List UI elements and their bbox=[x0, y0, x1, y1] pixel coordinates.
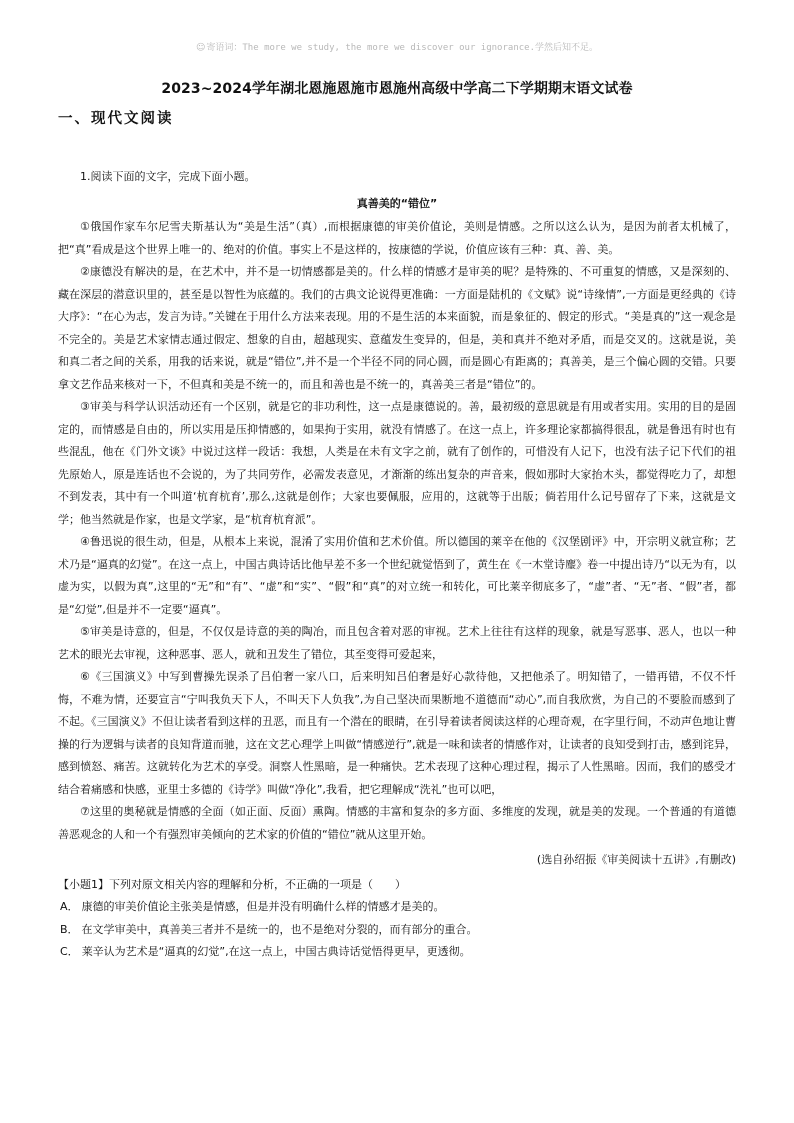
passage-paragraph: ①俄国作家车尔尼雪夫斯基认为“美是生活”（真）,而根据康德的审美价值论，美则是情感。之所以这么认为，是因为前者太机械了，把“真”看成是这个世界上唯一的、绝对的价值。事实上不是这样的，按康德的学说，价值应该有三种：真、善、美。 bbox=[58, 220, 736, 256]
motto-text: 寄语词：The more we study, the more we discover our ignorance.学然后知不足。 bbox=[206, 43, 598, 53]
page-title: 2023~2024学年湖北恩施恩施市恩施州高级中学高二下学期期末语文试卷 bbox=[161, 81, 633, 97]
passage-paragraph: ⑥《三国演义》中写到曹操先误杀了吕伯奢一家八口，后来明知吕伯奢是好心款待他，又把他杀了。明知错了，一错再错，不仅不忏悔，不难为情，还要宣言“宁叫我负天下人，不叫天下人负我”,为自己坚决而果断地不道德而“动心”,而自我欣赏，为自己的不要脸而感到了不起。《三国演义》不但让读者看到这样的丑恶，而且有一个潜在的眼睛，在引导着读者阅读这样的心理奇观，在字里行间，不动声色地让曹操的行为逻辑与读者的良知背道而驰，这在文艺心理学上叫做“情感逆行”,就是一味和读者的情感作对，让读者的良知受到打击，感到诧异，感到愤怒、痛苦。这就转化为艺术的享受。洞察人性黑暗，是一种痛快。艺术表现了这种心理过程，揭示了人性黑暗。因而，我们的感受才结合着痛感和快感，亚里士多德的《诗学》叫做“净化”,我看，把它理解成“洗礼”也可以吧， bbox=[58, 670, 736, 796]
exam-content bbox=[58, 166, 736, 964]
question-instruction: 1.阅读下面的文字，完成下面小题。 bbox=[80, 170, 256, 183]
passage-source: (选自孙绍振《审美阅读十五讲》,有删改) bbox=[536, 853, 736, 866]
passage-paragraph: ③审美与科学认识活动还有一个区别，就是它的非功利性，这一点是康德说的。善，最初级的意思就是有用或者实用。实用的目的是固定的，而情感是自由的，所以实用是压抑情感的，如果拘于实用，就没有情感了。在这一点上，许多理论家都搞得很乱，就是鲁迅有时也有些混乱，他在《门外文谈》中说过这样一段话：我想，人类是在未有文字之前，就有了创作的，可惜没有人记下，也没有法子记下代们的祖先原始人，原是连话也不会说的，为了共同劳作，必需发表意见，才渐渐的练出复杂的声音来，假如那时大家抬木头，都觉得吃力了，却想不到发表，其中有一个叫道‘杭育杭育’,那么,这就是创作；大家也要佩服，应用的，这就等于出版；倘若用什么记号留存了下来，这就是文学；他当然就是作家，也是文学家，是“杭育杭育派”。 bbox=[58, 400, 736, 526]
answer-option-b bbox=[58, 919, 736, 942]
option-letter: C． bbox=[60, 945, 79, 958]
passage-paragraph: ⑦这里的奥秘就是情感的全面（如正面、反面）熏陶。情感的丰富和复杂的多方面、多维度的发现，就是美的发现。一个普通的有道德善恶观念的人和一个有强烈审美倾向的艺术家的价值的“错位”就从这里开始。 bbox=[58, 805, 736, 841]
answer-option-c bbox=[58, 941, 736, 964]
smile-icon: ☺ bbox=[196, 43, 206, 53]
motto-watermark bbox=[0, 40, 794, 53]
option-text: 莱辛认为艺术是“逼真的幻觉”,在这一点上，中国古典诗话觉悟得更早，更透彻。 bbox=[81, 945, 471, 958]
passage-paragraph: ④鲁迅说的很生动，但是，从根本上来说，混淆了实用价值和艺术价值。所以德国的莱辛在他的《汉堡剧评》中，开宗明义就宣称；艺术乃是“逼真的幻觉”。在这一点上，中国古典诗话比他早差不多一个世纪就觉悟到了，黄生在《一木堂诗麈》卷一中提出诗乃“以无为有，以虚为实，以假为真”,这里的“无”和“有”、“虚”和“实”、“假”和“真”的对立统一和转化，可比莱辛彻底多了，“虚”者、“无”者、“假”者，都是“幻觉”,但是并不一定要“逼真”。 bbox=[58, 535, 736, 616]
answer-option-a bbox=[58, 896, 736, 919]
question-stem: 【小题1】下列对原文相关内容的理解和分析，不正确的一项是（ ） bbox=[58, 877, 406, 891]
option-letter: A． bbox=[60, 900, 79, 913]
option-text: 康德的审美价值论主张美是情感，但是并没有明确什么样的情感才是美的。 bbox=[81, 900, 445, 913]
option-text: 在文学审美中，真善美三者并不是统一的，也不是绝对分裂的，而有部分的重合。 bbox=[81, 922, 478, 936]
passage-title: 真善美的“错位” bbox=[356, 196, 438, 210]
section-heading: 一、现代文阅读 bbox=[58, 111, 174, 127]
option-letter: B． bbox=[60, 922, 79, 936]
passage-paragraph: ②康德没有解决的是，在艺术中，并不是一切情感都是美的。什么样的情感才是审美的呢？是特殊的、不可重复的情感，又是深刻的、藏在深层的潜意识里的，甚至是以智性为底蕴的。我们的古典文论说得更准确：一方面是陆机的《文赋》说“诗缘情”,一方面是更经典的《诗大序》：“在心为志，发言为诗。”关键在于用什么方法来表现。用的不是生活的本来面貌，而是象征的、假定的形式。“美是真的”这一观念是不完全的。美是艺术家情志通过假定、想象的自由，超越现实、意蕴发生变异的，但是，美和真并不绝对矛盾，而是交叉的。这就是说，美和真二者之间的关系，用我的话来说，就是“错位”,并不是一个半径不同的同心圆，而是圆心有距离的；真善美，是三个偏心圆的交错。只要拿文艺作品来核对一下，不但真和美是不统一的，而且和善也是不统一的，真善美三者是“错位”的。 bbox=[58, 265, 736, 391]
passage-paragraph: ⑤审美是诗意的，但是，不仅仅是诗意的美的陶冶，而且包含着对恶的审视。艺术上往往有这样的现象，就是写恶事、恶人，也以一种艺术的眼光去审视，这种恶事、恶人，就和丑发生了错位，其至变得可爱起来， bbox=[58, 625, 736, 661]
